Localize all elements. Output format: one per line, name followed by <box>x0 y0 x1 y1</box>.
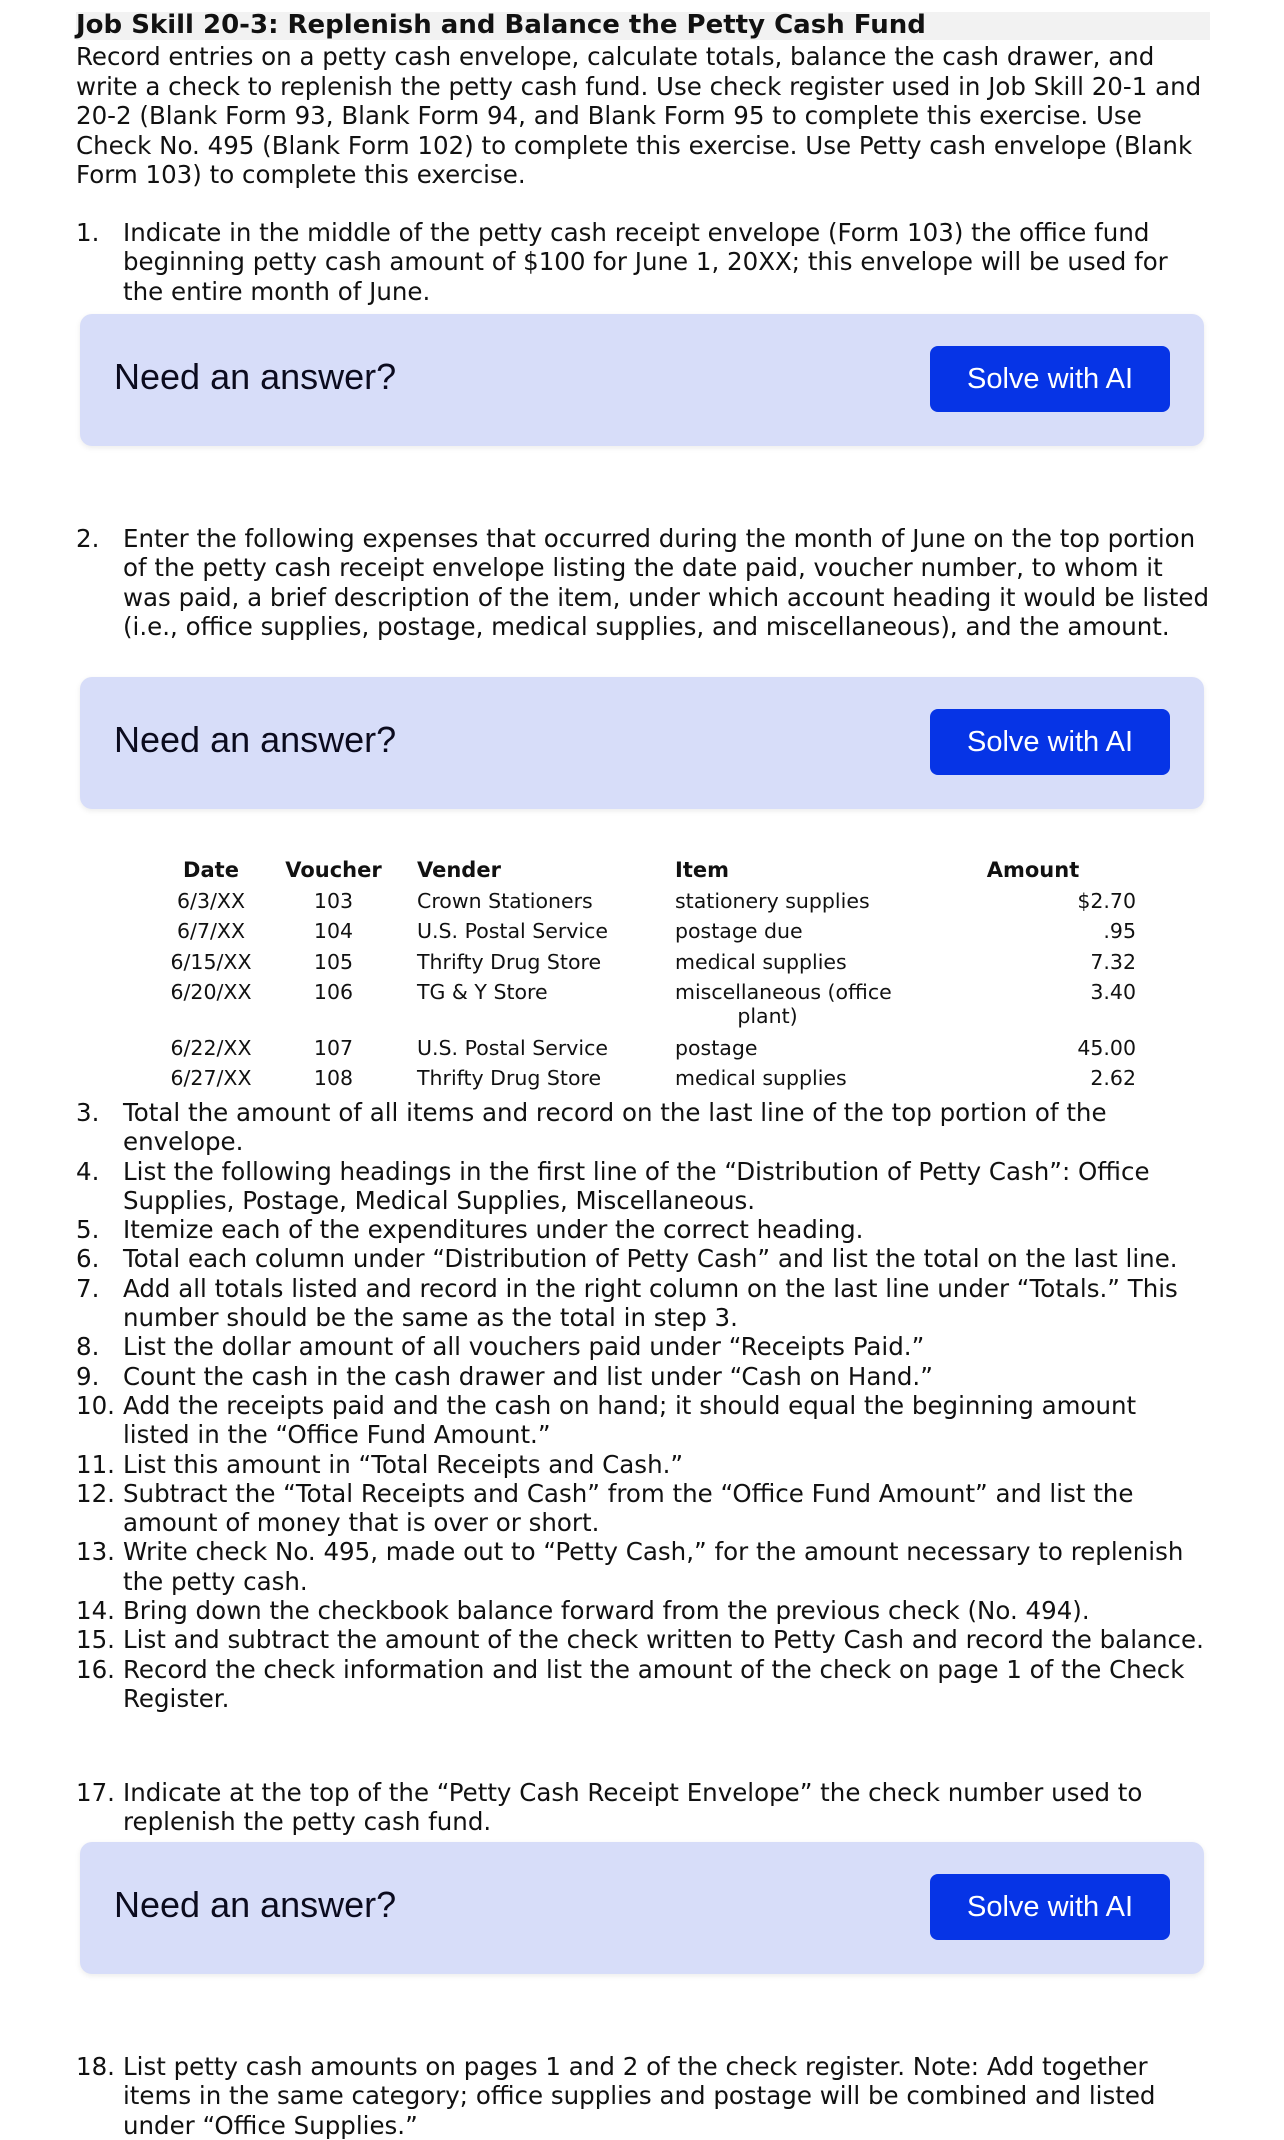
step-number: 17. <box>76 1778 115 1807</box>
step-13 <box>76 1537 1210 1596</box>
step-number: 8. <box>76 1332 100 1362</box>
cell-vender: Thrifty Drug Store <box>417 1066 602 1090</box>
cell-voucher: 104 <box>313 919 354 943</box>
step-number: 4. <box>76 1156 100 1186</box>
cell-item: postage <box>675 1036 758 1060</box>
step-10 <box>76 1391 1210 1450</box>
cell-item: medical supplies <box>675 1066 847 1090</box>
solve-with-ai-button[interactable]: Solve with AI <box>930 1874 1170 1940</box>
card-title: Need an answer? <box>114 356 397 397</box>
step-text: Add all totals listed and record in the right column on the last line under “Totals.” This number should be the same as the total in step 3. <box>123 1273 1178 1333</box>
step-number: 2. <box>76 524 100 553</box>
page-title: Job Skill 20-3: Replenish and Balance the Petty Cash Fund <box>76 10 926 40</box>
answer-card-2 <box>80 677 1204 809</box>
step-8 <box>76 1332 1210 1361</box>
cell-amount: $2.70 <box>1077 888 1136 913</box>
cell-vender: U.S. Postal Service <box>417 1036 608 1060</box>
step-number: 14. <box>76 1596 115 1626</box>
step-number: 18. <box>76 2052 115 2081</box>
step-number: 3. <box>76 1098 100 1127</box>
step-number: 9. <box>76 1361 100 1391</box>
step-text: Indicate in the middle of the petty cash receipt envelope (Form 103) the office fund beginning petty cash amount of $100 for June 1, 20XX; this envelope will be used for the entire month of June. <box>123 218 1168 306</box>
cell-voucher: 108 <box>313 1066 354 1090</box>
step-text: Indicate at the top of the “Petty Cash Receipt Envelope” the check number used to replenish the petty cash fund. <box>123 1778 1143 1837</box>
step-1 <box>76 218 1210 306</box>
step-text: List this amount in “Total Receipts and Cash.” <box>123 1449 684 1479</box>
intro-paragraph: Record entries on a petty cash envelope, calculate totals, balance the cash drawer, and write a check to replenish the petty cash fund. Use check register used in Job Skill 20-1 and 20-2 (Blank Form 93, Blank Form 94, and Blank Form 95 to complete this exercise. Use Check No. 495 (Blank Form 102) to complete this exercise. Use Petty cash envelope (Blank Form 103) to complete this exercise. <box>76 42 1202 189</box>
step-number: 1. <box>76 218 100 247</box>
cell-item: medical supplies <box>675 949 847 974</box>
column-header-item: Item <box>675 858 729 882</box>
step-number: 10. <box>76 1390 115 1420</box>
step-2 <box>76 524 1210 641</box>
cell-amount: 2.62 <box>1090 1066 1136 1090</box>
step-7 <box>76 1274 1210 1333</box>
step-text: Total each column under “Distribution of Petty Cash” and list the total on the last line. <box>123 1244 1178 1274</box>
card-title: Need an answer? <box>114 1884 397 1925</box>
solve-with-ai-button[interactable]: Solve with AI <box>930 346 1170 412</box>
step-14 <box>76 1596 1210 1625</box>
step-text: Record the check information and list the amount of the check on page 1 of the Check Register. <box>123 1654 1185 1713</box>
step-text: Count the cash in the cash drawer and list under “Cash on Hand.” <box>123 1361 933 1391</box>
cell-item-continued: plant) <box>737 1004 798 1028</box>
cell-item: stationery supplies <box>675 888 870 913</box>
step-text: List the following headings in the first line of the “Distribution of Petty Cash”: Office Supplies, Postage, Medical Supplies, Miscellaneous. <box>123 1156 1150 1215</box>
cell-date: 6/27/XX <box>170 1066 252 1090</box>
cell-date: 6/15/XX <box>170 949 252 974</box>
cell-item: miscellaneous (office <box>675 980 892 1004</box>
cell-amount: 45.00 <box>1077 1036 1136 1060</box>
cell-voucher: 106 <box>313 980 354 1004</box>
step-9 <box>76 1362 1210 1391</box>
cell-voucher: 103 <box>313 888 354 913</box>
cell-item: postage due <box>675 919 803 943</box>
cell-date: 6/20/XX <box>170 980 252 1004</box>
step-text: List petty cash amounts on pages 1 and 2 of the check register. Note: Add together items in the same category; office supplies and postage will be combined and listed under “Office Supplies.” <box>123 2052 1156 2140</box>
card-title: Need an answer? <box>114 719 397 760</box>
step-number: 13. <box>76 1537 115 1567</box>
step-text: Add the receipts paid and the cash on hand; it should equal the beginning amount listed in the “Office Fund Amount.” <box>123 1390 1137 1450</box>
step-text: List the dollar amount of all vouchers paid under “Receipts Paid.” <box>123 1332 925 1362</box>
step-3 <box>76 1098 1210 1157</box>
solve-with-ai-button[interactable]: Solve with AI <box>930 709 1170 775</box>
cell-amount: 3.40 <box>1090 980 1136 1004</box>
step-number: 5. <box>76 1215 100 1245</box>
step-number: 12. <box>76 1478 115 1508</box>
step-12 <box>76 1479 1210 1538</box>
step-11 <box>76 1450 1210 1479</box>
step-6 <box>76 1244 1210 1273</box>
answer-card-3 <box>80 1842 1204 1974</box>
step-text: Total the amount of all items and record on the last line of the top portion of the envelope. <box>123 1098 1107 1157</box>
step-18 <box>76 2052 1210 2140</box>
step-number: 6. <box>76 1244 100 1274</box>
step-text: Itemize each of the expenditures under the correct heading. <box>123 1215 864 1245</box>
step-5 <box>76 1215 1210 1244</box>
step-number: 16. <box>76 1654 115 1684</box>
step-number: 11. <box>76 1449 115 1479</box>
cell-date: 6/3/XX <box>177 888 245 913</box>
step-17 <box>76 1778 1210 1837</box>
step-15 <box>76 1625 1210 1654</box>
cell-vender: TG & Y Store <box>417 980 548 1004</box>
step-text: Enter the following expenses that occurred during the month of June on the top portion of the petty cash receipt envelope listing the date paid, voucher number, to whom it was paid, a brief description of the item, under which account heading it would be listed (i.e., office supplies, postage, medical supplies, and miscellaneous), and the amount. <box>123 524 1210 641</box>
step-16 <box>76 1655 1210 1714</box>
cell-vender: Thrifty Drug Store <box>417 949 602 974</box>
answer-card-1 <box>80 314 1204 446</box>
cell-amount: 7.32 <box>1090 949 1136 974</box>
column-header-amount: Amount <box>986 858 1080 882</box>
cell-voucher: 107 <box>313 1036 354 1060</box>
step-text: Write check No. 495, made out to “Petty Cash,” for the amount necessary to replenish the petty cash. <box>123 1537 1184 1596</box>
cell-date: 6/22/XX <box>170 1036 252 1060</box>
column-header-voucher: Voucher <box>285 858 382 882</box>
step-text: List and subtract the amount of the check written to Petty Cash and record the balance. <box>123 1625 1204 1655</box>
cell-vender: Crown Stationers <box>417 888 593 913</box>
step-number: 7. <box>76 1273 100 1303</box>
step-text: Bring down the checkbook balance forward from the previous check (No. 494). <box>123 1596 1090 1626</box>
cell-amount: .95 <box>1103 919 1136 943</box>
step-text: Subtract the “Total Receipts and Cash” from the “Office Fund Amount” and list the amount of money that is over or short. <box>123 1478 1134 1538</box>
steps-3-to-16 <box>76 1098 1210 1713</box>
step-number: 15. <box>76 1625 115 1655</box>
cell-date: 6/7/XX <box>177 919 245 943</box>
cell-voucher: 105 <box>313 949 354 974</box>
column-header-vender: Vender <box>417 858 501 882</box>
cell-vender: U.S. Postal Service <box>417 919 608 943</box>
column-header-date: Date <box>183 858 239 882</box>
step-4 <box>76 1157 1210 1216</box>
